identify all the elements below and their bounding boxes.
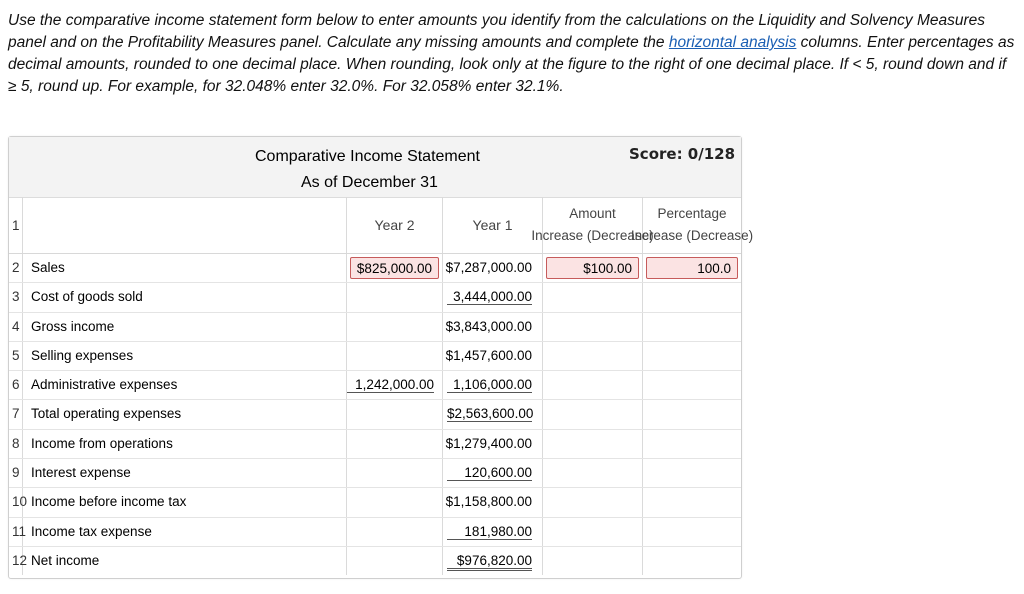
percentage-input[interactable]	[643, 254, 741, 282]
row-label: Sales	[31, 260, 65, 275]
amount-input[interactable]	[543, 488, 643, 516]
row-number: 3	[12, 289, 20, 305]
instructions-text	[8, 10, 1018, 98]
percentage-input[interactable]	[643, 400, 741, 428]
amount-column-header	[531, 197, 654, 253]
percentage-input[interactable]	[643, 283, 741, 311]
horizontal-analysis-link[interactable]: horizontal analysis	[668, 34, 797, 51]
year1-value: 181,980.00	[447, 518, 532, 540]
table-row	[9, 547, 741, 575]
panel-header	[9, 137, 741, 198]
year1-value: $1,457,600.00	[445, 347, 532, 363]
year2-input[interactable]	[347, 342, 443, 370]
statement-date: As of December 31	[301, 174, 438, 191]
year1-value: 3,444,000.00	[447, 283, 532, 305]
amount-input[interactable]	[543, 313, 643, 341]
amount-input[interactable]	[543, 283, 643, 311]
row-number: 6	[12, 377, 20, 393]
row-number: 7	[12, 406, 20, 422]
amount-input[interactable]	[543, 371, 643, 399]
row-label: Net income	[31, 552, 100, 568]
pct-header-line2: Increase (Decrease)	[630, 228, 754, 243]
statement-grid	[9, 197, 754, 575]
amount-input[interactable]	[543, 342, 643, 370]
amount-input[interactable]	[543, 400, 643, 428]
year1-value: 1,106,000.00	[447, 371, 532, 393]
percentage-input[interactable]	[643, 342, 741, 370]
amount-input[interactable]	[543, 547, 643, 575]
row-number: 4	[12, 318, 20, 334]
percentage-input[interactable]	[643, 371, 741, 399]
row-number: 10	[12, 494, 28, 510]
year2-value[interactable]: $825,000.00	[350, 257, 439, 279]
year2-input[interactable]	[347, 430, 443, 458]
year2-input[interactable]	[347, 313, 443, 341]
amount-input[interactable]	[543, 459, 643, 487]
year1-value: $2,563,600.00	[447, 400, 532, 422]
percentage-column-header	[630, 197, 754, 253]
income-statement-panel	[8, 136, 754, 579]
score-label: Score: 0/128	[629, 145, 736, 163]
percentage-input[interactable]	[643, 459, 741, 487]
percentage-input[interactable]	[643, 488, 741, 516]
row-label: Total operating expenses	[31, 406, 182, 422]
year1-column-header	[443, 197, 543, 253]
row-label: Income from operations	[31, 435, 173, 451]
table-row	[9, 400, 741, 429]
year1-value: $3,843,000.00	[445, 318, 532, 334]
percentage-input[interactable]	[643, 547, 741, 575]
row-label: Income tax expense	[31, 523, 152, 539]
row-label: Gross income	[31, 318, 115, 334]
table-row	[9, 254, 741, 283]
year1-value: $7,287,000.00	[445, 260, 532, 275]
year2-input[interactable]	[347, 400, 443, 428]
year1-label: Year 1	[472, 217, 513, 233]
row-label: Selling expenses	[31, 347, 134, 363]
amount-input[interactable]	[543, 254, 643, 282]
pct-header-line1: Percentage	[657, 206, 727, 221]
year2-input[interactable]: 1,242,000.00	[347, 371, 443, 399]
row-number: 2	[12, 260, 20, 275]
table-row	[9, 488, 741, 517]
row-number: 12	[12, 552, 28, 568]
row-label: Income before income tax	[31, 494, 187, 510]
instructions-part2: columns. Enter percentages as decimal amounts, rounded to one decimal place. When rounding, look only at the figure to the right of one decimal place. If < 5, round down and if ≥ 5, round up. For example, for 32.048% enter 32.0%. For 32.058% enter 32.1%.	[8, 34, 1015, 95]
table-row	[9, 518, 741, 547]
table-row	[9, 371, 741, 400]
row-number: 5	[12, 347, 20, 363]
label-column-header	[23, 197, 347, 253]
statement-title: Comparative Income Statement	[255, 148, 480, 165]
year1-value: 120,600.00	[447, 459, 532, 481]
year2-input[interactable]	[347, 488, 443, 516]
year2-input[interactable]	[347, 518, 443, 546]
pct-value[interactable]: 100.0	[646, 257, 738, 279]
table-row	[9, 342, 741, 371]
row-number: 9	[12, 465, 20, 481]
amount-value[interactable]: $100.00	[546, 257, 639, 279]
table-row	[9, 283, 741, 312]
amount-input[interactable]	[543, 430, 643, 458]
year1-value: $976,820.00	[447, 547, 532, 571]
percentage-input[interactable]	[643, 313, 741, 341]
year1-value: $1,158,800.00	[445, 494, 532, 510]
header-row	[9, 197, 754, 254]
table-row	[9, 313, 741, 342]
table-row	[9, 430, 741, 459]
year2-column-header	[347, 197, 443, 253]
row-number: 1	[9, 197, 23, 253]
year2-input[interactable]	[347, 459, 443, 487]
amount-input[interactable]	[543, 518, 643, 546]
percentage-input[interactable]	[643, 430, 741, 458]
year2-input[interactable]	[347, 283, 443, 311]
row-label: Cost of goods sold	[31, 289, 143, 305]
row-number: 8	[12, 435, 20, 451]
year2-input[interactable]	[347, 254, 443, 282]
instructions-part1: Use the comparative income statement form below to enter amounts you identify from the calculations on the Liquidity and Solvency Measures panel and on the Profitability Measures panel. Calculate any missing amounts and complete the	[8, 12, 985, 51]
amount-header-line1: Amount	[569, 206, 616, 221]
table-row	[9, 459, 741, 488]
year1-value: $1,279,400.00	[445, 435, 532, 451]
percentage-input[interactable]	[643, 518, 741, 546]
row-label: Administrative expenses	[31, 377, 178, 393]
year2-input[interactable]	[347, 547, 443, 575]
row-number: 11	[12, 523, 27, 539]
amount-header-line2: Increase (Decrease)	[531, 228, 654, 243]
year2-label: Year 2	[374, 217, 415, 233]
row-label: Interest expense	[31, 465, 131, 481]
